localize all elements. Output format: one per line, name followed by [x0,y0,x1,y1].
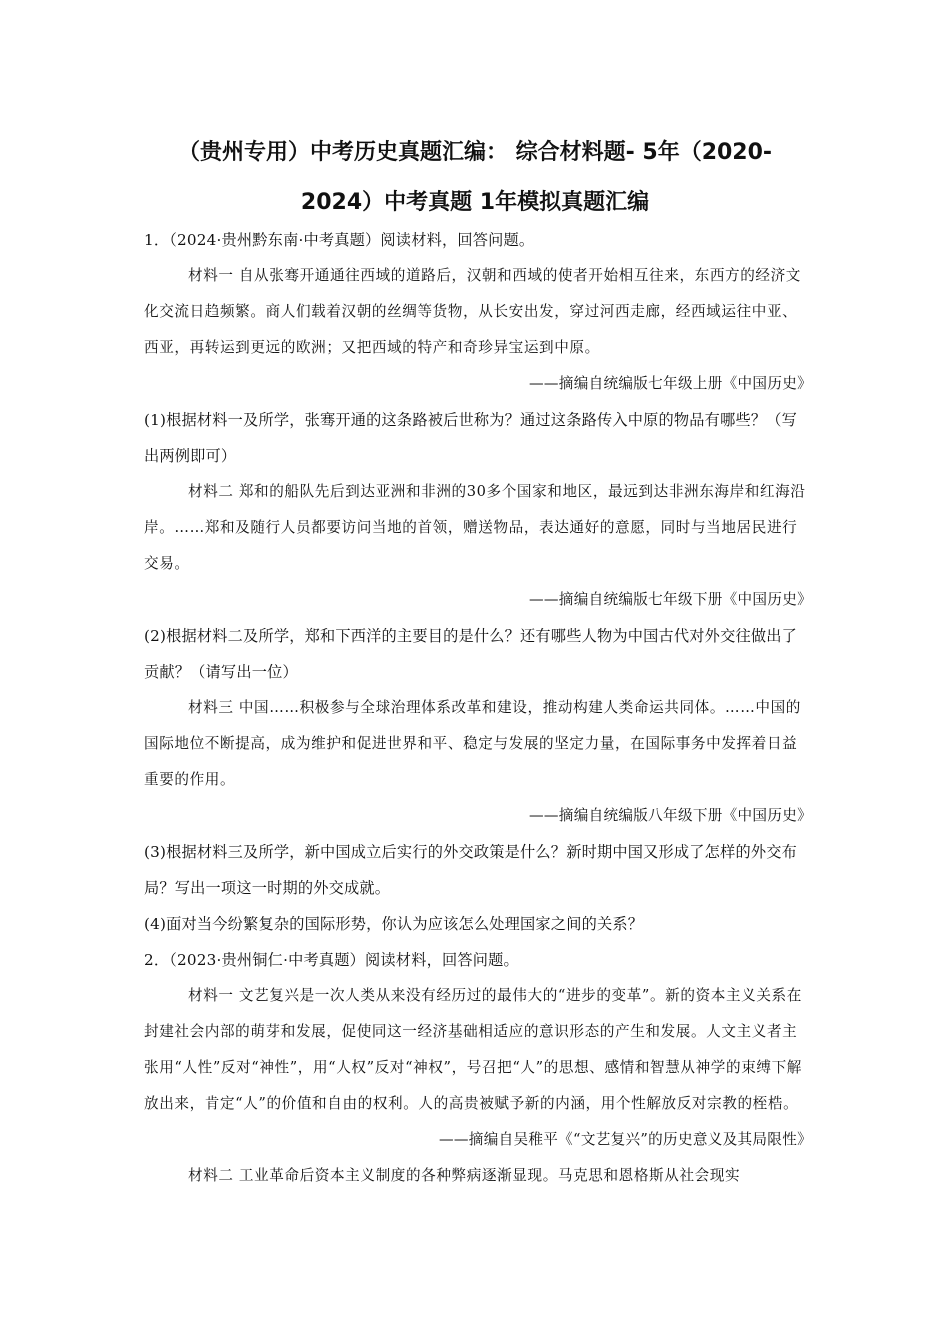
question-1-material-1: 材料一 自从张骞开通通往西域的道路后，汉朝和西域的使者开始相互往来，东西方的经济文化交流日趋频繁。商人们载着汉朝的丝绸等货物，从长安出发，穿过河西走廊，经西域运往中亚、西亚，再转运到更远的欧洲；又把西域的特产和奇珍异宝运到中原。 [144,267,801,356]
question-2-header: 2．（2023·贵州铜仁·中考真题）阅读材料，回答问题。 [144,951,519,969]
question-1-source-1: ——摘编自统编版七年级上册《中国历史》 [529,375,812,392]
question-1-sub-2: (2)根据材料二及所学，郑和下西洋的主要目的是什么？还有哪些人物为中国古代对外交往做出了贡献？（请写出一位） [144,627,798,681]
question-1-material-3: 材料三 中国……积极参与全球治理体系改革和建设，推动构建人类命运共同体。……中国的国际地位不断提高，成为维护和促进世界和平、稳定与发展的坚定力量，在国际事务中发挥着日益重要的作用。 [144,699,801,788]
question-1-sub-4: (4)面对当今纷繁复杂的国际形势，你认为应该怎么处理国家之间的关系？ [144,915,644,933]
title-line-1: （贵州专用）中考历史真题汇编： 综合材料题- 5年（2020- [177,140,773,165]
question-1-source-3: ——摘编自统编版八年级下册《中国历史》 [529,807,812,824]
title-line-2: 2024）中考真题 1年模拟真题汇编 [300,190,650,215]
question-1-material-2: 材料二 郑和的船队先后到达亚洲和非洲的30多个国家和地区，最远到达非洲东海岸和红海沿岸。……郑和及随行人员都要访问当地的首领，赠送物品，表达通好的意愿，同时与当地居民进行交易。 [144,483,806,572]
question-2-source-1: ——摘编自吴稚平《“文艺复兴”的历史意义及其局限性》 [439,1131,812,1148]
question-2-material-2: 材料二 工业革命后资本主义制度的各种弊病逐渐显现。马克思和恩格斯从社会现实 [188,1167,741,1184]
question-1-sub-1: (1)根据材料一及所学，张骞开通的这条路被后世称为？通过这条路传入中原的物品有哪些？（写出两例即可） [144,411,798,465]
question-1-source-2: ——摘编自统编版七年级下册《中国历史》 [529,591,812,608]
document-body [144,222,812,1194]
question-1-header: 1．（2024·贵州黔东南·中考真题）阅读材料，回答问题。 [144,231,535,249]
question-1-sub-3: (3)根据材料三及所学，新中国成立后实行的外交政策是什么？新时期中国又形成了怎样的外交布局？写出一项这一时期的外交成就。 [144,843,798,897]
question-2-material-1: 材料一 文艺复兴是一次人类从来没有经历过的最伟大的“进步的变革”。新的资本主义关系在封建社会内部的萌芽和发展，促使同这一经济基础相适应的意识形态的产生和发展。人文主义者主张用“人性”反对“神性”，用“人权”反对“神权”，号召把“人”的思想、感情和智慧从神学的束缚下解放出来，肯定“人”的价值和自由的权利。人的高贵被赋予新的内涵，用个性解放反对宗教的桎梏。 [144,987,802,1112]
document-title [120,128,830,228]
